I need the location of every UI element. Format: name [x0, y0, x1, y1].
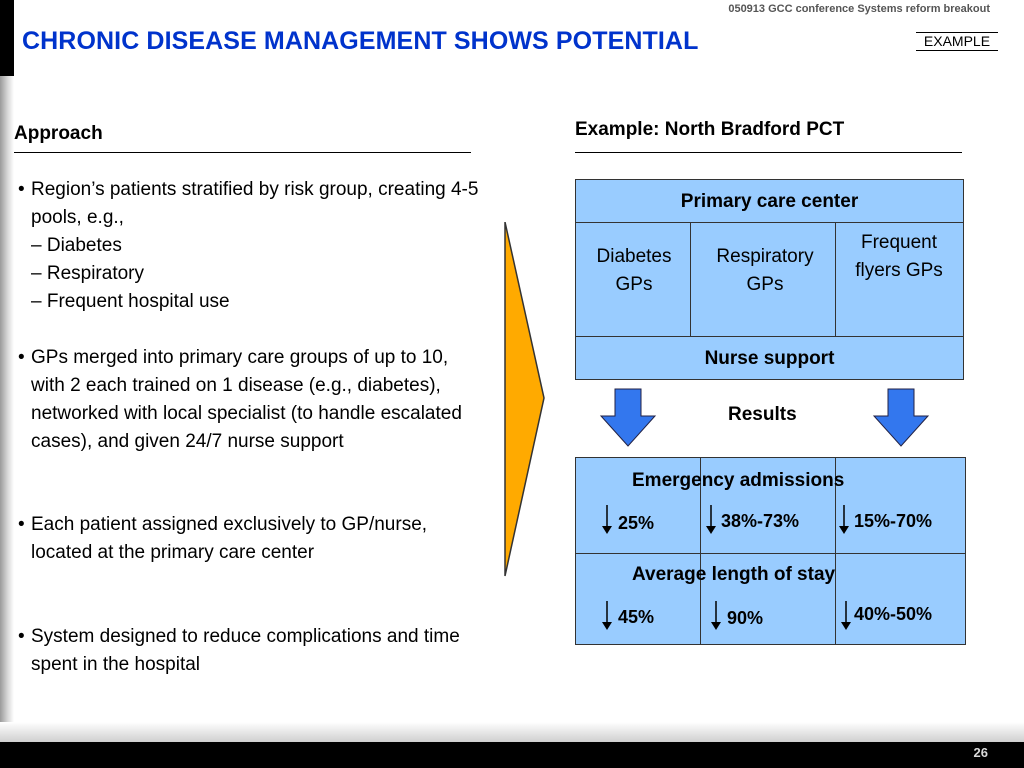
example-tag: EXAMPLE — [916, 32, 998, 51]
bullet-item — [18, 623, 480, 679]
emergency-value: 38%-73% — [721, 511, 800, 531]
decrease-arrow-icon — [710, 601, 722, 631]
diabetes-gps-cell: Diabetes GPs — [596, 246, 672, 295]
decrease-arrow-icon — [840, 601, 852, 631]
bullet-item — [18, 511, 480, 567]
length-of-stay-title: Average length of stay — [632, 564, 836, 585]
length-of-stay-value: 45% — [618, 607, 655, 627]
bullet-dot-icon: • — [18, 179, 25, 200]
footer-bar — [0, 742, 1024, 768]
bullet-text: Region’s patients stratified by risk group, creating 4-5 pools, e.g., — [31, 179, 479, 228]
divider — [835, 554, 836, 644]
divider — [576, 336, 963, 337]
bottom-fade — [0, 722, 1024, 742]
sub-bullet-text: Diabetes — [46, 235, 122, 256]
header-note: 050913 GCC conference Systems reform breakout — [728, 3, 990, 15]
sub-bullet: – Frequent hospital use — [31, 291, 230, 312]
bullet-text: Each patient assigned exclusively to GP/nurse, located at the primary care center — [31, 514, 428, 563]
bullet-item — [18, 176, 480, 316]
length-of-stay-value: 90% — [727, 608, 764, 628]
page-number: 26 — [973, 745, 988, 760]
emergency-admissions-title: Emergency admissions — [632, 470, 845, 491]
bullet-dot-icon: • — [18, 514, 25, 535]
chevron-arrow-icon — [504, 222, 546, 578]
sub-bullet: – Diabetes — [31, 235, 122, 256]
primary-care-title: Primary care center — [680, 191, 859, 212]
sub-bullet-text: Respiratory — [46, 263, 145, 284]
bullet-item — [18, 344, 480, 456]
frequent-flyers-gps-cell: Frequent flyers GPs — [855, 232, 943, 281]
approach-divider — [14, 152, 471, 153]
divider — [835, 222, 836, 336]
nurse-support-label: Nurse support — [704, 348, 835, 369]
divider — [576, 222, 963, 223]
bullet-text: GPs merged into primary care groups of up to 10, with 2 each trained on 1 disease (e.g., diabetes), networked with local specialist (to handle escalated cases), and given 24/7 nurse support — [31, 347, 462, 452]
sub-bullet: – Respiratory — [31, 263, 145, 284]
bullet-dot-icon: • — [18, 347, 25, 368]
divider — [690, 222, 691, 336]
respiratory-gps-cell: Respiratory GPs — [716, 246, 814, 295]
emergency-value: 25% — [618, 513, 655, 533]
decrease-arrow-icon — [601, 505, 613, 535]
down-arrow-icon — [872, 388, 930, 448]
sub-bullet-text: Frequent hospital use — [46, 291, 230, 312]
slide-title: CHRONIC DISEASE MANAGEMENT SHOWS POTENTIAL — [22, 27, 699, 55]
emergency-value: 15%-70% — [854, 511, 933, 531]
primary-care-box — [575, 179, 964, 380]
results-label: Results — [728, 404, 797, 425]
bullet-text: System designed to reduce complications and time spent in the hospital — [31, 626, 460, 675]
length-of-stay-value: 40%-50% — [854, 604, 933, 624]
left-accent-bar — [0, 0, 14, 76]
emergency-admissions-box — [575, 457, 966, 554]
decrease-arrow-icon — [601, 601, 613, 631]
length-of-stay-box — [575, 553, 966, 645]
down-arrow-icon — [599, 388, 657, 448]
decrease-arrow-icon — [705, 505, 717, 535]
approach-heading: Approach — [14, 123, 103, 144]
decrease-arrow-icon — [838, 505, 850, 535]
left-gradient-bar — [0, 76, 14, 742]
example-divider — [575, 152, 962, 153]
bullet-dot-icon: • — [18, 626, 25, 647]
example-heading: Example: North Bradford PCT — [575, 119, 845, 140]
